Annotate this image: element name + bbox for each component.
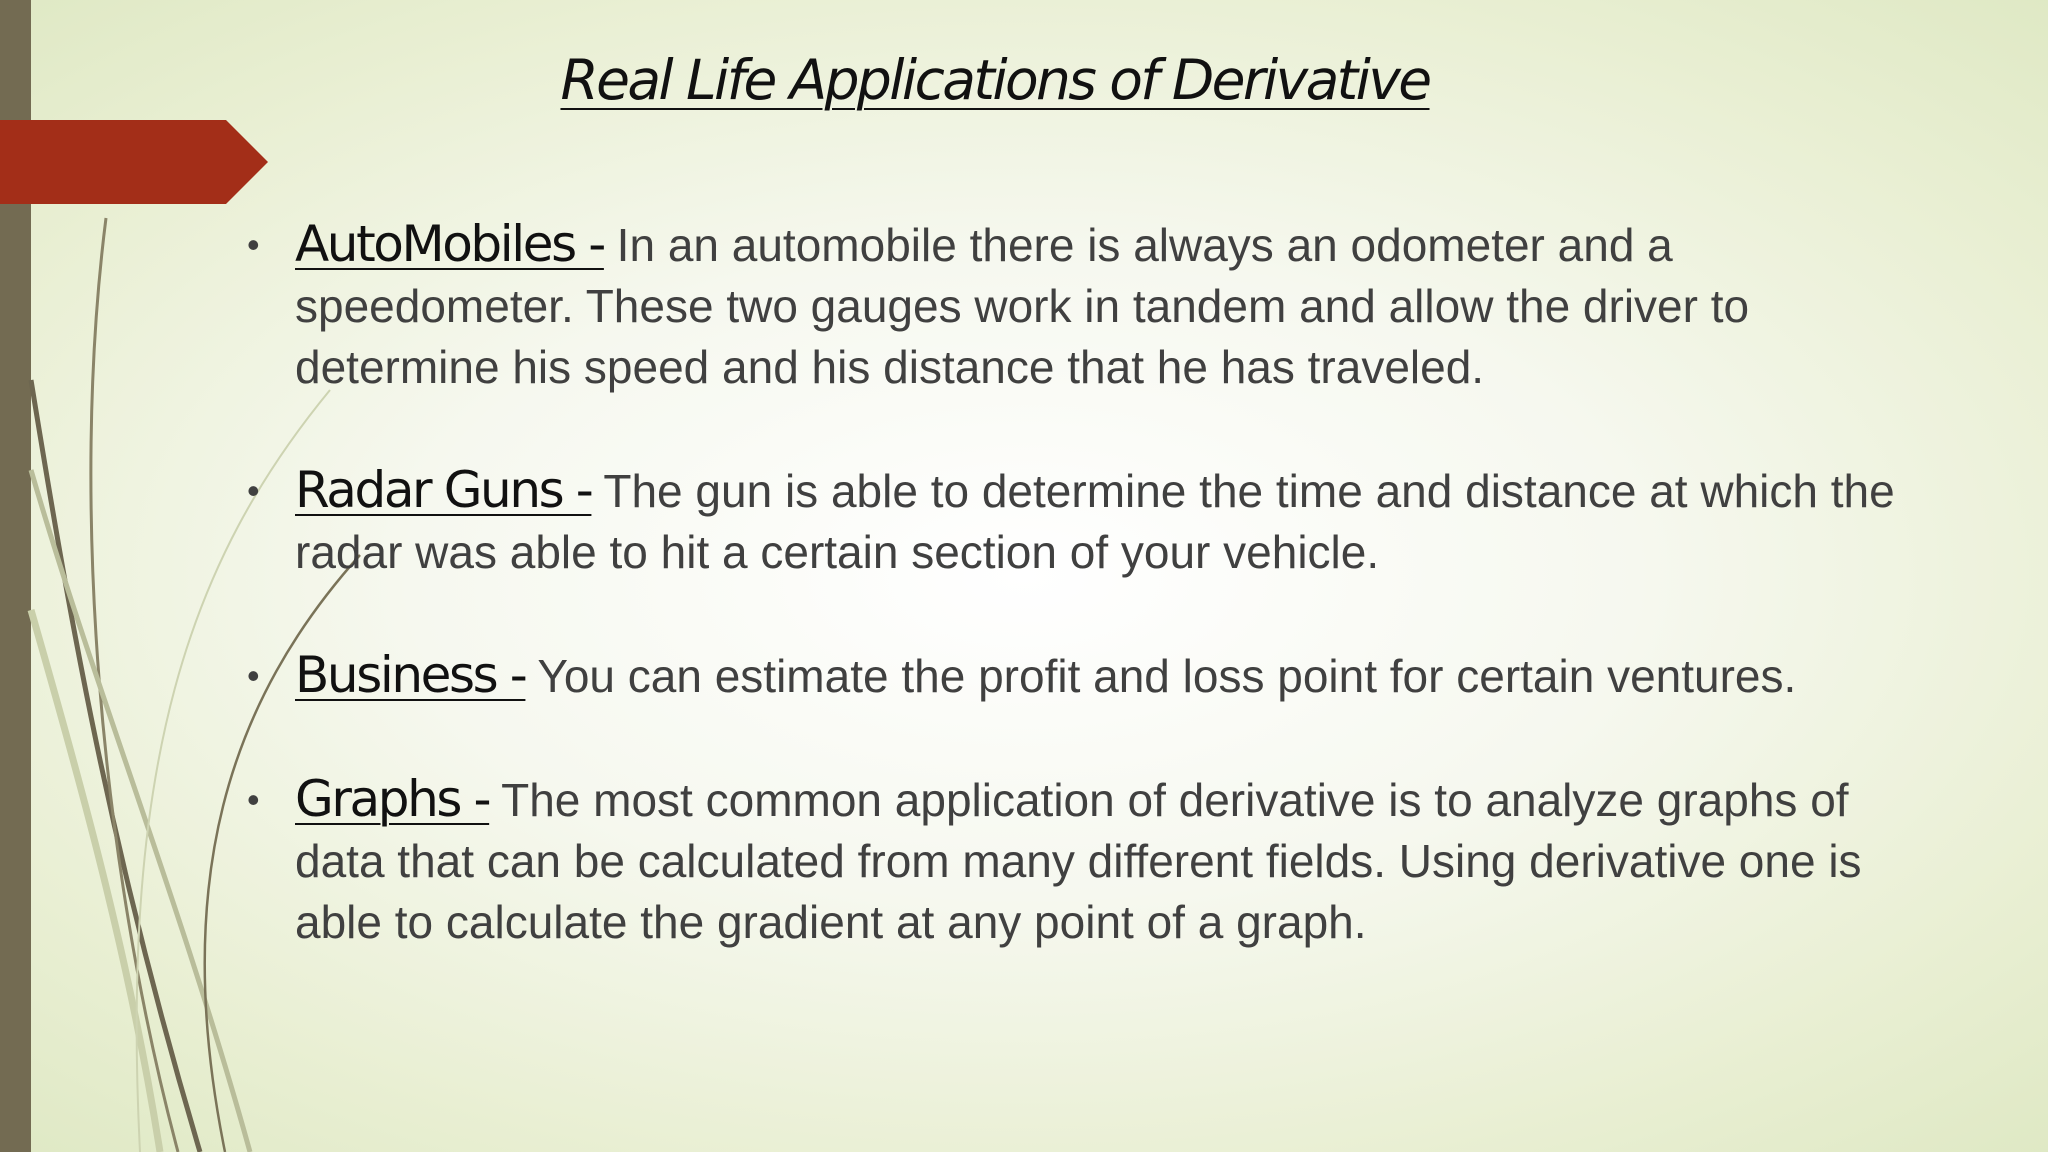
slide-title: Real Life Applications of Derivative [560, 48, 1430, 112]
bullet-business [295, 645, 1935, 707]
bullet-text: In an automobile there is always an odometer and a speedometer. These two gauges work in tandem and allow the driver to determine his speed and his distance that he has traveled. [295, 219, 1750, 393]
bullet-radar-guns [295, 460, 1935, 583]
bullet-text: The gun is able to determine the time and distance at which the radar was able to hit a certain section of your vehicle. [295, 465, 1895, 578]
bullet-automobiles [295, 214, 1935, 398]
bullet-term: AutoMobiles - [295, 215, 604, 273]
decorative-swoosh-5 [31, 610, 160, 1152]
bullet-text: The most common application of derivative is to analyze graphs of data that can be calculated from many different fields. Using derivative one is able to calculate the gradient at any point of a graph. [295, 774, 1862, 948]
bullet-term: Radar Guns - [295, 461, 592, 519]
bullet-list [295, 214, 1935, 1015]
bullet-term: Graphs - [295, 770, 490, 828]
decorative-swoosh-1 [31, 380, 200, 1152]
bullet-term: Business - [295, 646, 526, 704]
bullet-graphs [295, 769, 1935, 953]
bullet-text: You can estimate the profit and loss point for certain ventures. [537, 650, 1797, 702]
accent-arrow-tab [0, 120, 268, 204]
